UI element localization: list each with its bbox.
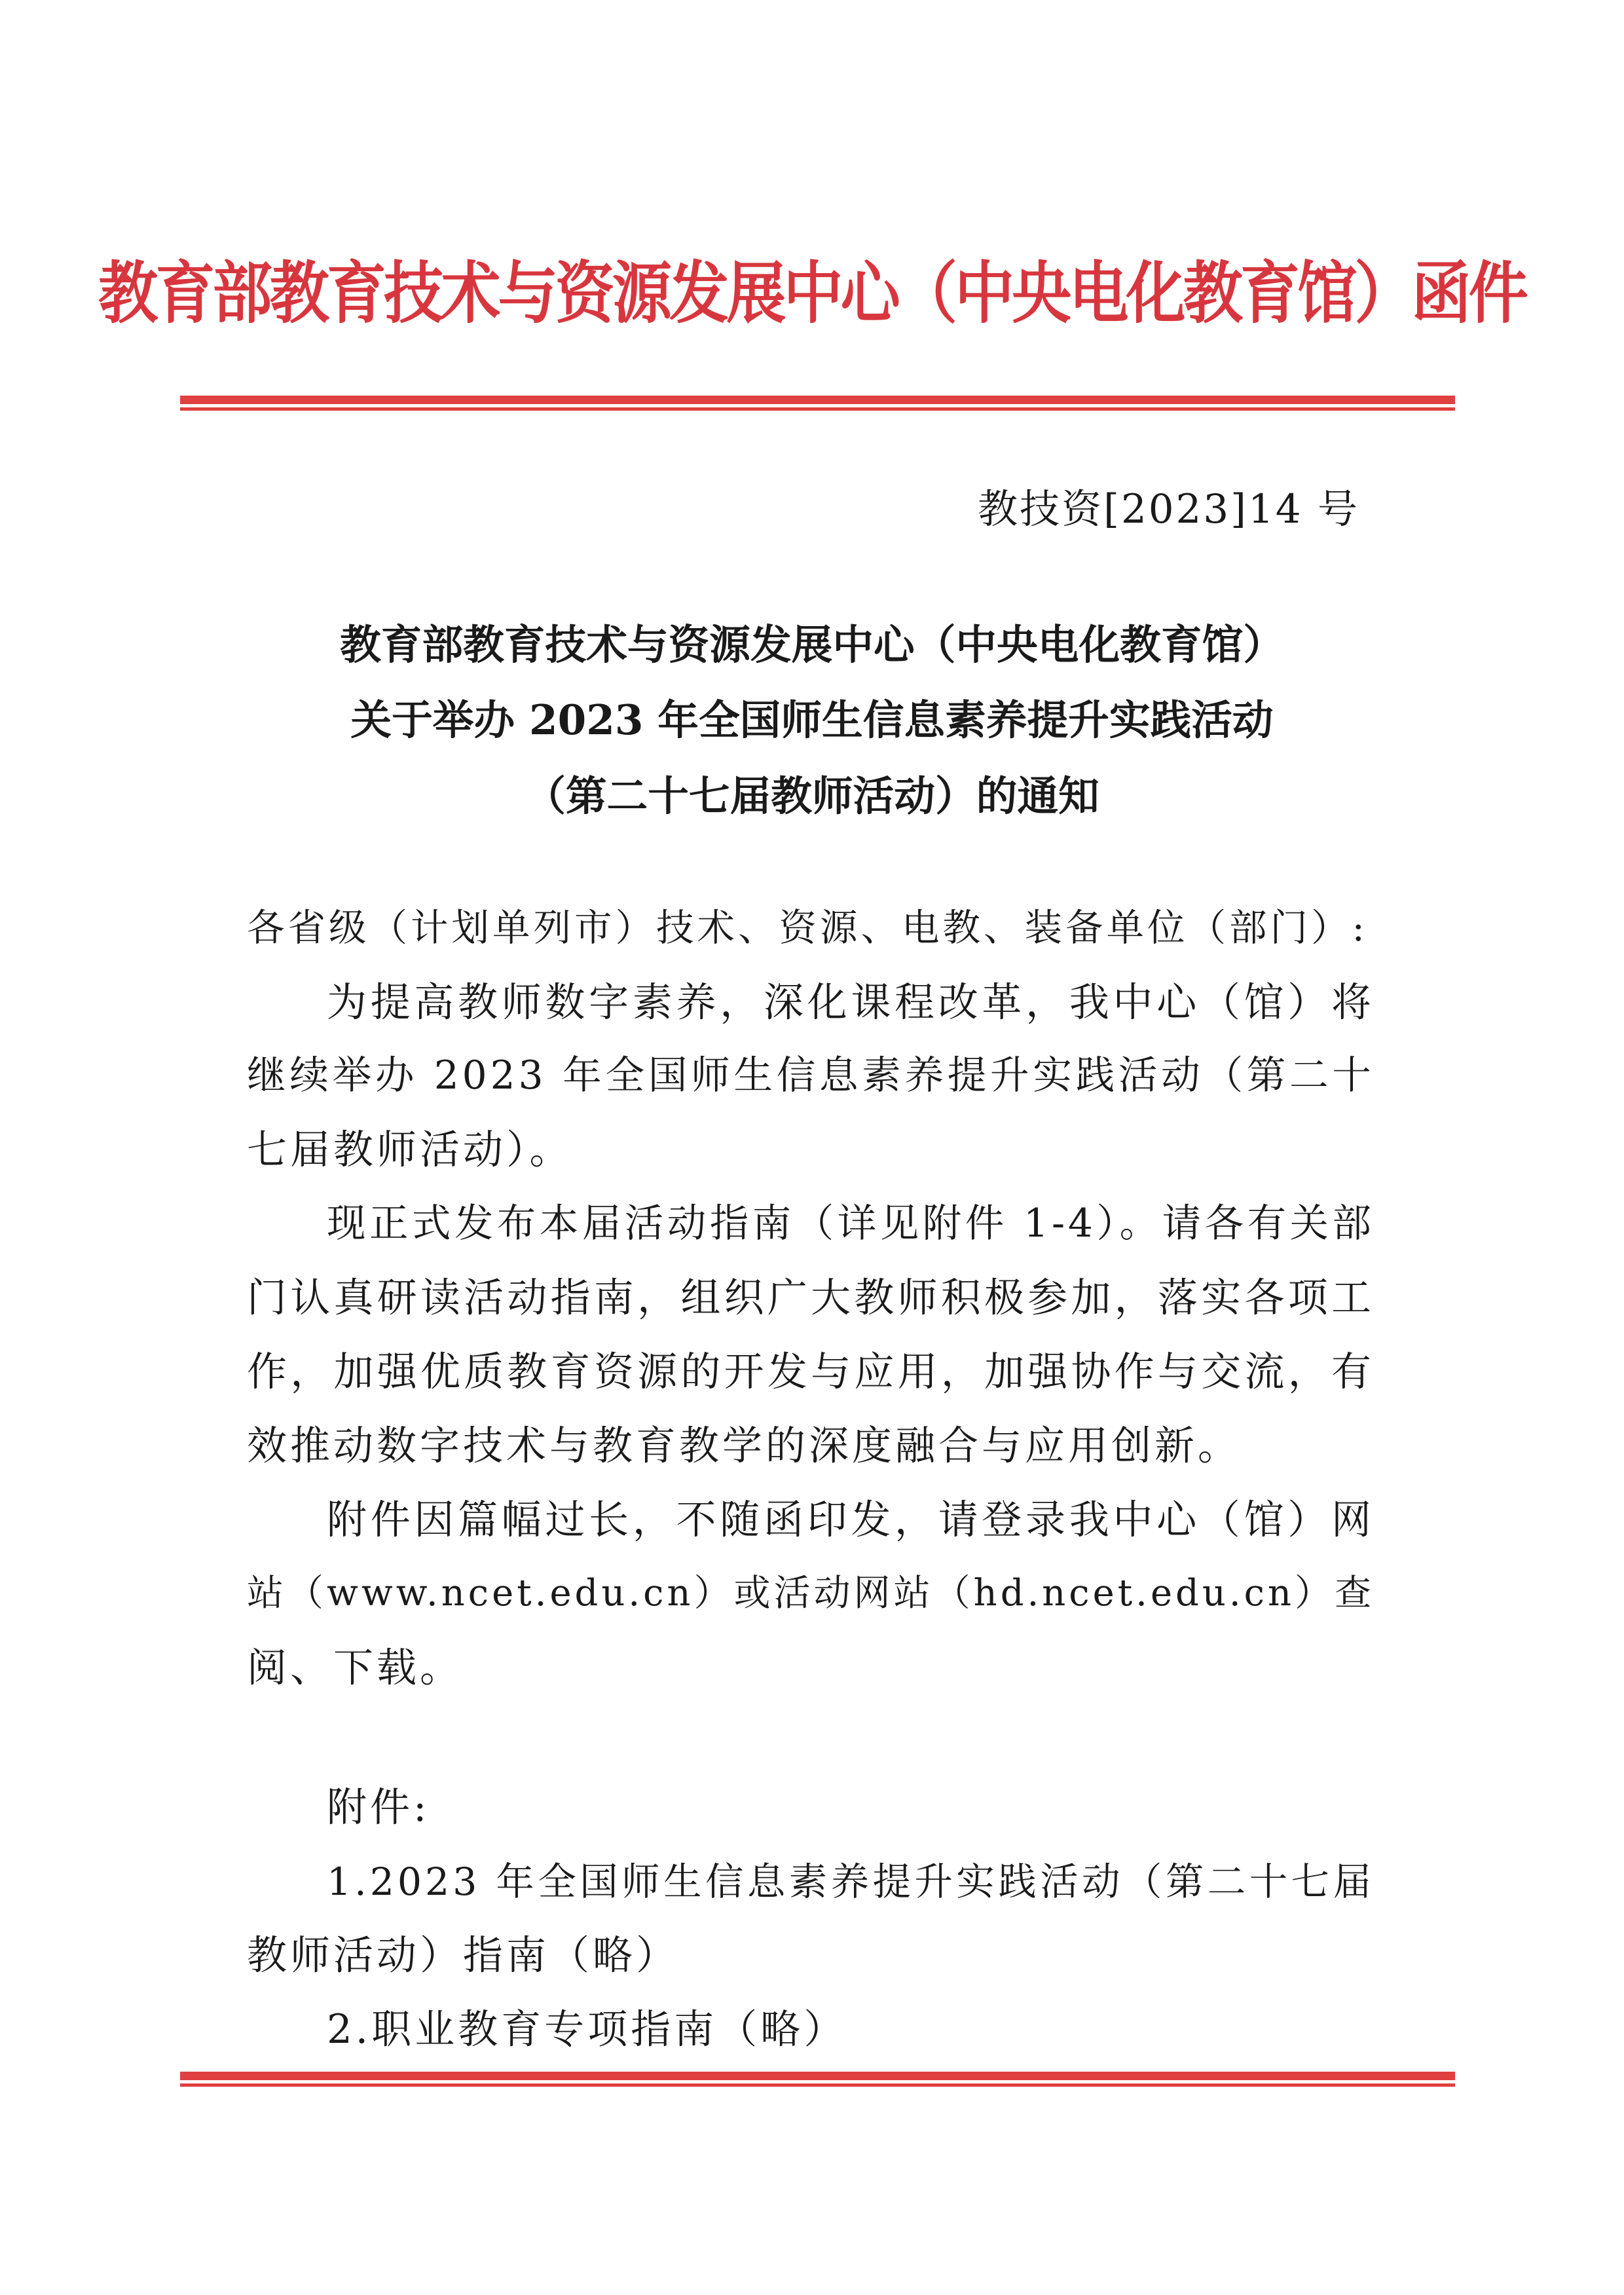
paragraph-2-line-4: 效推动数字技术与教育教学的深度融合与应用创新。 <box>247 1423 1242 1469</box>
attachment-2: 2.职业教育专项指南（略） <box>327 2006 847 2053</box>
paragraph-2-line-2: 门认真研读活动指南，组织广大教师积极参加，落实各项工 <box>247 1275 1375 1321</box>
paragraph-1-line-2: 继续举办 2023 年全国师生信息素养提升实践活动（第二十 <box>247 1053 1375 1098</box>
addressee-line: 各省级（计划单列市）技术、资源、电教、装备单位（部门）: <box>247 906 1368 950</box>
notice-title-line-1: 教育部教育技术与资源发展中心（中央电化教育馆） <box>340 620 1284 669</box>
notice-title-line-3: （第二十七届教师活动）的通知 <box>525 772 1099 820</box>
letterhead-rule-top <box>180 396 1455 413</box>
document-number: 教技资[2023]14 号 <box>978 486 1359 532</box>
paragraph-1-line-1: 为提高教师数字素养，深化课程改革，我中心（馆）将 <box>327 979 1375 1026</box>
paragraph-1-line-3: 七届教师活动）。 <box>247 1127 573 1173</box>
notice-title-line-2: 关于举办 2023 年全国师生信息素养提升实践活动 <box>350 696 1274 744</box>
footer-rule-bottom <box>180 2072 1455 2089</box>
rule-thin-line <box>180 2083 1455 2087</box>
paragraph-2-line-1: 现正式发布本届活动指南（详见附件 1-4）。请各有关部 <box>327 1201 1375 1246</box>
paragraph-2-line-3: 作，加强优质教育资源的开发与应用，加强协作与交流，有 <box>247 1349 1375 1395</box>
rule-thin-line <box>180 407 1455 411</box>
rule-thick-line <box>180 2072 1455 2080</box>
paragraph-3-line-1: 附件因篇幅过长，不随函印发，请登录我中心（馆）网 <box>327 1497 1375 1543</box>
paragraph-3-line-2: 站（www.ncet.edu.cn）或活动网站（hd.ncet.edu.cn）查 <box>247 1572 1375 1614</box>
attachments-label: 附件: <box>327 1784 430 1831</box>
attachment-1-line-2: 教师活动）指南（略） <box>247 1932 680 1979</box>
paragraph-3-line-3: 阅、下载。 <box>247 1645 464 1691</box>
rule-thick-line <box>180 396 1455 404</box>
letterhead-title: 教育部教育技术与资源发展中心（中央电化教育馆）函件 <box>98 253 1526 333</box>
attachment-1-line-1: 1.2023 年全国师生信息素养提升实践活动（第二十七届 <box>327 1859 1375 1904</box>
